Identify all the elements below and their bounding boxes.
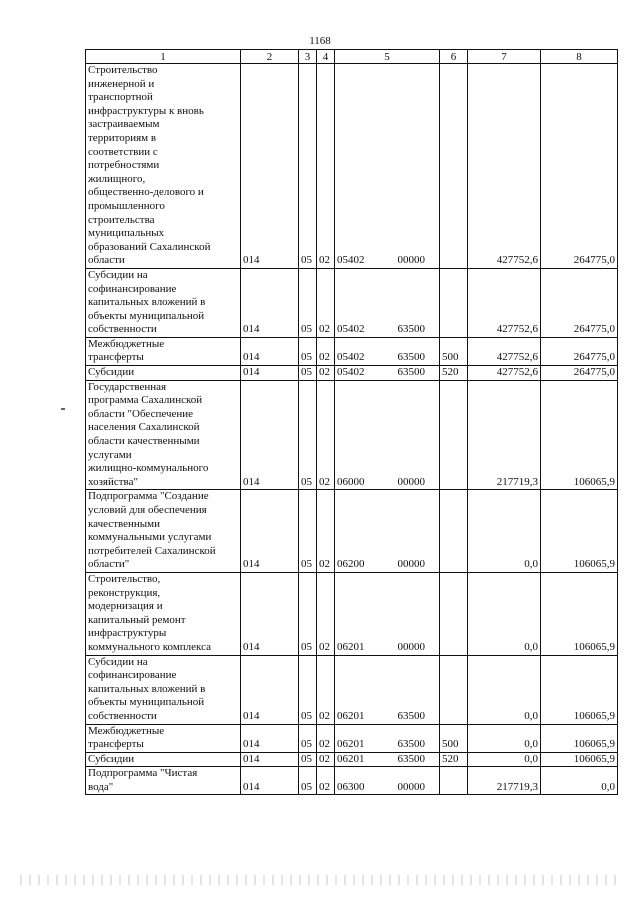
row-name: Подпрограмма "Создание условий для обеспечения качественными коммунальными услугами потребителей Сахалинской области" <box>86 490 241 573</box>
row-name: Межбюджетные трансферты <box>86 724 241 752</box>
target-article-part1: 05402 <box>337 351 365 364</box>
row-name: Межбюджетные трансферты <box>86 337 241 365</box>
expense-type: 520 <box>440 752 468 767</box>
amount-year-1: 0,0 <box>468 655 541 724</box>
amount-year-1: 0,0 <box>468 490 541 573</box>
amount-year-2: 264775,0 <box>541 366 618 381</box>
ministry-code: 014 <box>241 724 299 752</box>
target-article <box>335 752 440 767</box>
expense-type: 500 <box>440 724 468 752</box>
section-code: 05 <box>299 380 317 490</box>
target-article-code <box>337 641 437 655</box>
amount-year-2: 106065,9 <box>541 490 618 573</box>
target-article <box>335 380 440 490</box>
target-article-code <box>337 558 437 572</box>
target-article-code <box>337 738 437 752</box>
target-article-part1: 06200 <box>337 558 365 571</box>
subsection-code: 02 <box>317 64 335 269</box>
budget-table-body <box>86 50 618 795</box>
target-article-code <box>337 366 437 380</box>
target-article-part2: 63500 <box>397 709 425 722</box>
ministry-code: 014 <box>241 572 299 655</box>
section-code: 05 <box>299 490 317 573</box>
amount-year-2: 106065,9 <box>541 724 618 752</box>
target-article-part1: 06201 <box>337 640 365 653</box>
target-article-code <box>337 476 437 490</box>
section-code: 05 <box>299 268 317 337</box>
target-article-part1: 06201 <box>337 752 365 765</box>
target-article-code <box>337 781 437 795</box>
target-article-part2: 63500 <box>397 738 425 751</box>
table-row <box>86 655 618 724</box>
header-cell: 8 <box>541 50 618 64</box>
target-article-code <box>337 323 437 337</box>
target-article-part1: 06201 <box>337 738 365 751</box>
target-article <box>335 767 440 795</box>
table-row <box>86 572 618 655</box>
row-name: Субсидии <box>86 366 241 381</box>
ministry-code: 014 <box>241 380 299 490</box>
subsection-code: 02 <box>317 655 335 724</box>
target-article-part2: 00000 <box>397 558 425 571</box>
scan-noise <box>20 875 620 885</box>
ministry-code: 014 <box>241 655 299 724</box>
target-article-part2: 63500 <box>397 366 425 379</box>
row-name: Подпрограмма "Чистая вода" <box>86 767 241 795</box>
table-row <box>86 752 618 767</box>
table-row <box>86 724 618 752</box>
amount-year-2: 0,0 <box>541 767 618 795</box>
target-article <box>335 724 440 752</box>
target-article-part1: 05402 <box>337 254 365 267</box>
target-article-part2: 63500 <box>397 752 425 765</box>
target-article-part1: 06300 <box>337 780 365 793</box>
section-code: 05 <box>299 724 317 752</box>
amount-year-1: 0,0 <box>468 752 541 767</box>
target-article-code <box>337 710 437 724</box>
row-name: Субсидии <box>86 752 241 767</box>
target-article-part1: 06000 <box>337 475 365 488</box>
target-article <box>335 490 440 573</box>
table-row <box>86 366 618 381</box>
target-article-part2: 00000 <box>397 254 425 267</box>
table-row <box>86 64 618 269</box>
amount-year-1: 0,0 <box>468 724 541 752</box>
target-article-part2: 63500 <box>397 323 425 336</box>
subsection-code: 02 <box>317 337 335 365</box>
ministry-code: 014 <box>241 366 299 381</box>
expense-type <box>440 380 468 490</box>
target-article-part2: 00000 <box>397 475 425 488</box>
amount-year-2: 264775,0 <box>541 64 618 269</box>
table-row <box>86 767 618 795</box>
target-article-code <box>337 254 437 268</box>
amount-year-2: 106065,9 <box>541 655 618 724</box>
target-article-part2: 63500 <box>397 351 425 364</box>
ministry-code: 014 <box>241 337 299 365</box>
amount-year-2: 264775,0 <box>541 337 618 365</box>
section-code: 05 <box>299 337 317 365</box>
page-number: 1168 <box>309 35 331 47</box>
amount-year-1: 217719,3 <box>468 767 541 795</box>
amount-year-1: 427752,6 <box>468 337 541 365</box>
header-cell: 4 <box>317 50 335 64</box>
target-article-part2: 00000 <box>397 780 425 793</box>
header-cell: 3 <box>299 50 317 64</box>
amount-year-2: 106065,9 <box>541 572 618 655</box>
section-code: 05 <box>299 572 317 655</box>
subsection-code: 02 <box>317 366 335 381</box>
header-cell: 6 <box>440 50 468 64</box>
row-name: Государственная программа Сахалинской области "Обеспечение населения Сахалинской области качественными услугами жилищно-коммунального хозяйства" <box>86 380 241 490</box>
amount-year-1: 427752,6 <box>468 268 541 337</box>
target-article-part2: 00000 <box>397 640 425 653</box>
expense-type <box>440 572 468 655</box>
ministry-code: 014 <box>241 490 299 573</box>
ministry-code: 014 <box>241 752 299 767</box>
subsection-code: 02 <box>317 268 335 337</box>
subsection-code: 02 <box>317 752 335 767</box>
expense-type <box>440 490 468 573</box>
scan-margin-mark <box>61 408 65 410</box>
expense-type <box>440 767 468 795</box>
table-row <box>86 380 618 490</box>
table-row <box>86 337 618 365</box>
header-cell: 5 <box>335 50 440 64</box>
header-cell: 2 <box>241 50 299 64</box>
target-article-code <box>337 351 437 365</box>
section-code: 05 <box>299 655 317 724</box>
header-cell: 1 <box>86 50 241 64</box>
target-article <box>335 572 440 655</box>
section-code: 05 <box>299 64 317 269</box>
target-article-code <box>337 753 437 767</box>
target-article-part1: 05402 <box>337 366 365 379</box>
target-article <box>335 64 440 269</box>
subsection-code: 02 <box>317 380 335 490</box>
amount-year-1: 0,0 <box>468 572 541 655</box>
row-name: Субсидии на софинансирование капитальных вложений в объекты муниципальной собственности <box>86 268 241 337</box>
section-code: 05 <box>299 366 317 381</box>
amount-year-2: 106065,9 <box>541 380 618 490</box>
ministry-code: 014 <box>241 64 299 269</box>
target-article <box>335 337 440 365</box>
expense-type: 520 <box>440 366 468 381</box>
target-article <box>335 268 440 337</box>
header-cell: 7 <box>468 50 541 64</box>
target-article <box>335 655 440 724</box>
amount-year-1: 427752,6 <box>468 64 541 269</box>
expense-type <box>440 268 468 337</box>
row-name: Строительство инженерной и транспортной инфраструктуры к вновь застраиваемым территориям в соответствии с потребностями жилищного, общественно-делового и промышленного строительства муниципальных образований Сахалинской области <box>86 64 241 269</box>
target-article-part1: 05402 <box>337 323 365 336</box>
target-article <box>335 366 440 381</box>
amount-year-2: 264775,0 <box>541 268 618 337</box>
ministry-code: 014 <box>241 767 299 795</box>
amount-year-1: 427752,6 <box>468 366 541 381</box>
subsection-code: 02 <box>317 490 335 573</box>
subsection-code: 02 <box>317 572 335 655</box>
expense-type: 500 <box>440 337 468 365</box>
section-code: 05 <box>299 767 317 795</box>
expense-type <box>440 64 468 269</box>
target-article-part1: 06201 <box>337 709 365 722</box>
amount-year-2: 106065,9 <box>541 752 618 767</box>
header-row <box>86 50 618 64</box>
table-row <box>86 490 618 573</box>
subsection-code: 02 <box>317 767 335 795</box>
expense-type <box>440 655 468 724</box>
amount-year-1: 217719,3 <box>468 380 541 490</box>
ministry-code: 014 <box>241 268 299 337</box>
section-code: 05 <box>299 752 317 767</box>
budget-table <box>85 49 618 795</box>
table-row <box>86 268 618 337</box>
row-name: Субсидии на софинансирование капитальных вложений в объекты муниципальной собственности <box>86 655 241 724</box>
subsection-code: 02 <box>317 724 335 752</box>
row-name: Строительство, реконструкция, модернизация и капитальный ремонт инфраструктуры коммунального комплекса <box>86 572 241 655</box>
